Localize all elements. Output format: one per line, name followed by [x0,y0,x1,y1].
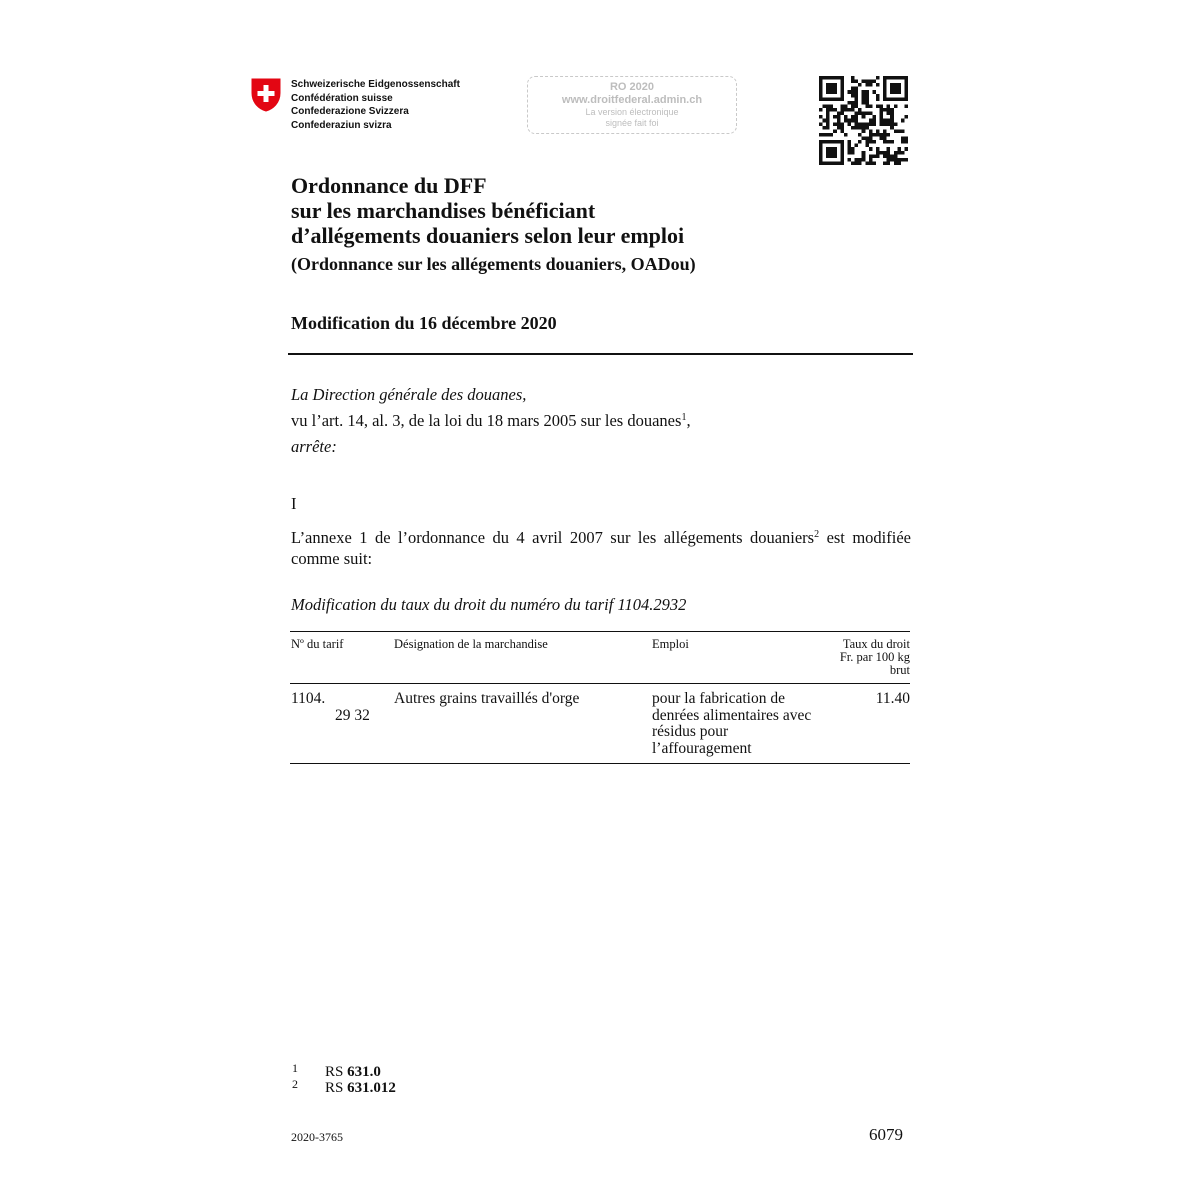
stamp-collection: RO 2020 [609,81,655,93]
table-row-tariff [291,691,370,724]
footnote-1 [325,1064,381,1080]
stamp-note-2: signée fait foi [605,118,659,128]
table-row-use [652,691,811,757]
use-line-2: denrées alimentaires avec [652,706,812,724]
tariff-chapter: 1104. [291,690,326,707]
table-header-rule [290,683,910,684]
footnote-1-ref: 631.0 [347,1064,381,1080]
confederation-name-block [291,78,460,132]
header-rate-line-1: Taux du droit [842,637,910,651]
footnote-2-ref: 631.012 [347,1080,396,1096]
section-number: I [291,494,297,513]
title-line-1: Ordonnance du DFF [291,173,487,198]
header-rate-line-3: brut [889,663,910,677]
short-title: (Ordonnance sur les allégements douaniers, OADou) [291,254,696,274]
footnote-1-prefix: RS [325,1064,348,1080]
confederation-name-de: Schweizerische Eidgenossenschaft [291,79,460,90]
publication-stamp [527,76,737,134]
table-row-designation: Autres grains travaillés d'orge [394,690,580,707]
use-line-4: l’affouragement [652,739,752,757]
stamp-website: www.droitfederal.admin.ch [561,94,703,106]
header-use: Emploi [652,637,689,651]
title-divider [288,353,913,355]
qr-code-icon [819,76,908,165]
confederation-name-fr: Confédération suisse [291,92,393,104]
confederation-name-it: Confederazione Svizzera [291,106,409,117]
table-top-rule [290,631,910,632]
footnote-2-prefix: RS [325,1080,348,1096]
modification-date: Modification du 16 décembre 2020 [291,313,557,333]
issuing-authority: La Direction générale des douanes, [291,385,527,404]
use-line-1: pour la fabrication de [652,690,785,707]
title-line-2: sur les marchandises bénéficiant [291,198,596,223]
tariff-subheading: 29 32 [335,706,370,724]
document-number: 2020-3765 [291,1130,343,1144]
amendment-text-a: L’annexe 1 de l’ordonnance du 4 avril 2007 sur les allégements douaniers [291,528,815,547]
page-number: 6079 [869,1125,903,1144]
table-caption: Modification du taux du droit du numéro du tarif 1104.2932 [291,595,687,614]
legal-basis-end: , [686,411,691,430]
swiss-cross-shield-icon [251,78,281,112]
legal-basis-text: vu l’art. 14, al. 3, de la loi du 18 mars 2005 sur les douanes [291,411,682,430]
title-line-3: d’allégements douaniers selon leur emploi [291,223,685,248]
header-designation: Désignation de la marchandise [394,637,548,651]
footnote-ref-2: 2 [814,529,820,540]
header-rate [840,638,910,677]
footnote-2 [325,1080,396,1096]
confederation-name-rm: Confederaziun svizra [291,119,392,131]
amendment-text-b: est modifiée comme suit: [291,528,911,568]
footnote-number-2: 2 [292,1077,298,1091]
footnote-ref-1: 1 [681,412,687,423]
header-rate-line-2: Fr. par 100 kg [839,650,910,664]
legal-basis [291,410,691,431]
table-row-rate: 11.40 [875,690,910,707]
amendment-text [291,527,911,569]
table-bottom-rule [290,763,910,764]
document-title [291,173,931,248]
footnote-number-1: 1 [292,1061,298,1075]
header-tariff: Nº du tarif [291,637,344,651]
stamp-note-1: La version électronique [585,107,679,117]
use-line-3: résidus pour [652,723,729,740]
decree-word: arrête: [291,437,337,456]
